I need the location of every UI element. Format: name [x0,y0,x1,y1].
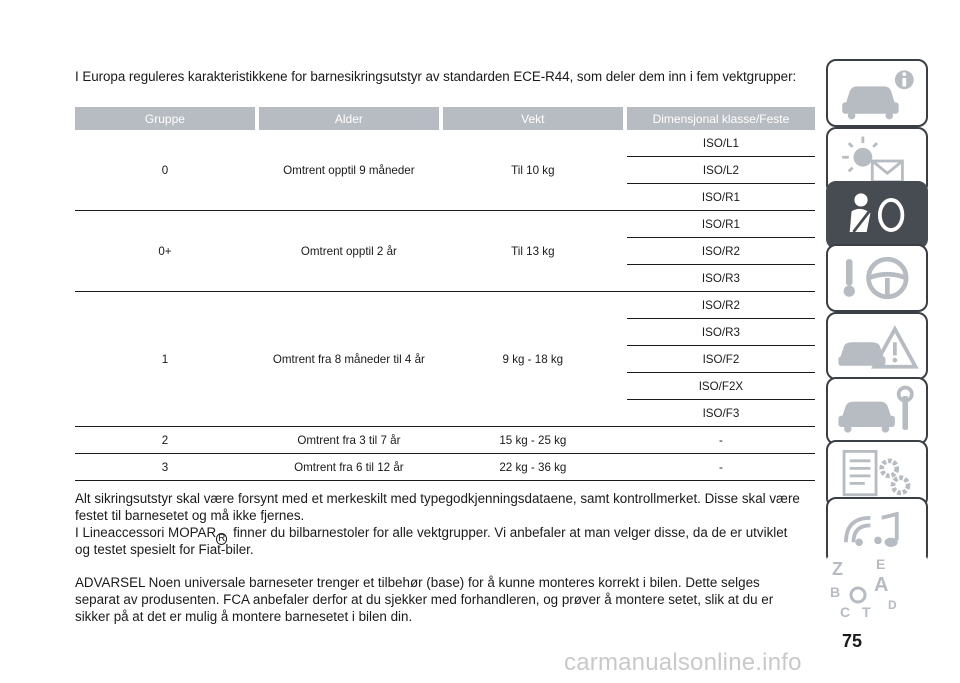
table-row [75,130,815,157]
accident-warning-triangle-icon [828,314,926,378]
car-info-icon [828,61,926,125]
cell-vekt: 22 kg - 36 kg [443,454,623,481]
page-number: 75 [842,631,863,651]
cell-gruppe: 1 [75,292,255,427]
index-letter-c: C [840,604,851,620]
registered-mark: R [218,533,226,544]
chapter-tab-emergency[interactable] [826,312,928,380]
cell-gruppe: 3 [75,454,255,481]
intro-text: I Europa reguleres karakteristikkene for barnesikringsutstyr av standarden ECE-R44, som deler dem inn i fem vektgrupper: [75,69,797,84]
cell-dimensjonal-klasse: ISO/R1 [627,184,815,211]
cell-dimensjonal-klasse: ISO/R2 [627,292,815,319]
chapter-tab-safety[interactable] [826,181,928,249]
cell-alder: Omtrent opptil 9 måneder [283,163,415,177]
cell-gruppe: 0 [161,163,169,177]
cell-alder: Omtrent fra 3 til 7 år [259,427,439,454]
cell-alder: Omtrent opptil 2 år [259,211,439,292]
cell-dimensjonal-klasse: - [627,427,815,454]
cell-dimensjonal-klasse: ISO/R3 [627,265,815,292]
chapter-tab-knowing-car[interactable] [826,59,928,127]
airbag-seatbelt-icon [828,183,926,247]
header-dimensjonal: Dimensjonal klasse/Feste [627,107,815,130]
header-alder: Alder [259,107,439,130]
cell-dimensjonal-klasse: ISO/L2 [627,157,815,184]
index-letter-d: D [888,598,897,612]
paragraph-warning: ADVARSEL Noen universale barneseter trenger et tilbehør (base) for å kunne monteres korrekt i bilen. Dette selges separat av produsenten. FCA anbefaler derfor at du sjekker med forhandleren, og prøver å montere setet, slik at du er sikker på at det er mulig å montere barnesetet i bilen din. [75,575,774,624]
watermark: carmanualsonline.info [564,649,802,676]
cell-vekt: 15 kg - 25 kg [443,427,623,454]
index-letter-z: Z [832,559,843,579]
mopar-text-b: finner du bilbarnestoler for alle vektgrupper. Vi anbefaler at man velger disse, da de er utviklet og testet spesielt for Fiat-biler. [75,525,788,557]
chapter-tab-index[interactable] [826,553,928,621]
mopar-text-a: I Lineaccessori MOPAR [75,525,217,540]
header-vekt: Vekt [443,107,623,130]
cell-dimensjonal-klasse: ISO/F2 [627,346,815,373]
table-body [75,130,815,481]
alphabetical-index-icon [826,553,928,621]
cell-dimensjonal-klasse: ISO/R1 [627,211,815,238]
key-steering-wheel-icon [828,246,926,310]
cell-dimensjonal-klasse: ISO/L1 [702,136,739,150]
cell-dimensjonal-klasse: - [627,454,815,481]
paragraph-mopar [75,524,805,558]
paragraph-label-info: Alt sikringsutstyr skal være forsynt med et merkeskilt med typegodkjenningsdataene, samt kontrollmerket. Disse skal være festet til barnesetet og må ikke fjernes. [75,491,800,523]
chapter-tab-maintenance[interactable] [826,377,928,445]
weight-group-table [75,107,815,481]
header-gruppe: Gruppe [75,107,255,130]
cell-alder: Omtrent fra 8 måneder til 4 år [259,292,439,427]
cell-vekt: 9 kg - 18 kg [443,292,623,427]
table-row [75,211,815,238]
cell-dimensjonal-klasse: ISO/R3 [627,319,815,346]
cell-gruppe: 0+ [75,211,255,292]
index-letter-b: B [830,584,841,600]
table-row [75,292,815,319]
cell-dimensjonal-klasse: ISO/R2 [627,238,815,265]
cell-dimensjonal-klasse: ISO/F2X [627,373,815,400]
table-row [75,427,815,454]
table-row [75,454,815,481]
cell-dimensjonal-klasse: ISO/F3 [627,400,815,427]
car-wrench-icon [828,379,926,443]
cell-vekt: Til 13 kg [443,211,623,292]
chapter-tab-starting-driving[interactable] [826,244,928,312]
index-letter-a: A [874,574,889,596]
index-letter-e: E [876,556,886,572]
cell-alder: Omtrent fra 6 til 12 år [259,454,439,481]
cell-gruppe: 2 [75,427,255,454]
index-letter-t: T [862,604,871,620]
cell-vekt: Til 10 kg [511,163,555,177]
